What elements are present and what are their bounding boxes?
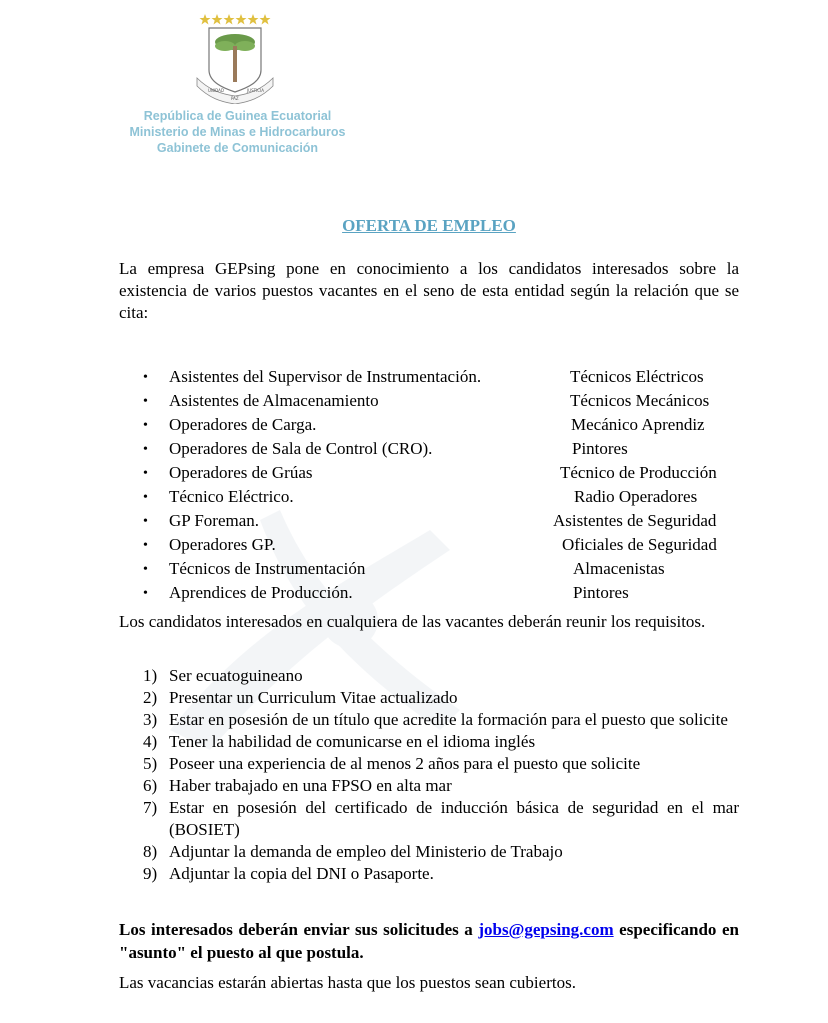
list-item [0,753,828,775]
requirement-text: Adjuntar la demanda de empleo del Ministerio de Trabajo [169,842,563,861]
vacancy-left: Técnicos de Instrumentación [169,559,366,578]
svg-text:PAZ: PAZ [231,96,239,101]
bullet-icon: • [143,394,148,409]
list-item [0,665,828,687]
svg-text:UNIDAD: UNIDAD [208,88,224,93]
requirements-list [0,665,828,885]
requirement-text: Adjuntar la copia del DNI o Pasaporte. [169,864,434,883]
vacancy-left: Operadores de Grúas [169,463,313,482]
list-item [0,841,828,863]
ministry-line-office: Gabinete de Comunicación [156,141,319,155]
vacancy-left: Operadores GP. [169,535,276,554]
bullet-icon: • [143,466,148,481]
list-item [0,863,828,885]
list-item [0,391,828,415]
requirement-number: 7) [143,798,158,817]
list-item [0,775,828,797]
list-item [0,487,828,511]
requirement-number: 8) [143,842,158,861]
list-item [0,415,828,439]
ministry-line-country: República de Guinea Ecuatorial [143,109,332,123]
list-item [0,687,828,709]
requirement-number: 2) [143,688,158,707]
vacancy-right: Técnicos Mecánicos [570,391,710,410]
vacancy-list [0,367,828,607]
vacancy-right: Técnico de Producción [560,463,717,482]
bullet-icon: • [143,490,148,505]
intro-paragraph: La empresa GEPsing pone en conocimiento a los candidatos interesados sobre la existencia de varios puestos vacantes en el seno de esta entidad según la relación que se cita: [119,259,739,322]
vacancy-right: Almacenistas [573,559,665,578]
bullet-icon: • [143,418,148,433]
email-link[interactable]: jobs@gepsing.com [478,920,614,939]
requirement-text: Presentar un Curriculum Vitae actualizado [169,688,458,707]
vacancy-left: GP Foreman. [169,511,260,530]
vacancy-left: Aprendices de Producción. [169,583,353,602]
vacancy-right: Oficiales de Seguridad [562,535,717,554]
list-item [0,535,828,559]
list-item [0,367,828,391]
instructions-text-after: especificando en "asunto" el puesto al que postula. [119,920,739,962]
list-item [0,731,828,753]
svg-text:JUSTICIA: JUSTICIA [247,88,264,93]
list-item [0,439,828,463]
bullet-icon: • [143,370,148,385]
requirement-number: 9) [143,864,158,883]
requirements-intro: Los candidatos interesados en cualquiera de las vacantes deberán reunir los requisitos. [119,612,706,631]
bullet-icon: • [143,442,148,457]
vacancy-left: Operadores de Sala de Control (CRO). [169,439,433,458]
bullet-icon: • [143,538,148,553]
list-item [0,463,828,487]
vacancy-right: Radio Operadores [574,487,698,506]
vacancy-left: Operadores de Carga. [169,415,317,434]
stars-icon [200,14,271,25]
list-item [0,709,828,731]
ministry-header [100,108,375,156]
vacancy-right: Pintores [572,439,628,458]
document-title: OFERTA DE EMPLEO [342,216,516,235]
list-item [0,511,828,535]
bullet-icon: • [143,562,148,577]
bullet-icon: • [143,514,148,529]
bullet-icon: • [143,586,148,601]
application-instructions [119,918,739,964]
list-item [0,559,828,583]
requirement-text: Haber trabajado en una FPSO en alta mar [169,776,452,795]
requirement-text: Poseer una experiencia de al menos 2 años para el puesto que solicite [169,754,641,773]
vacancy-left: Técnico Eléctrico. [169,487,294,506]
ministry-line-ministry: Ministerio de Minas e Hidrocarburos [129,125,346,139]
vacancy-right: Mecánico Aprendiz [571,415,705,434]
vacancy-left: Asistentes del Supervisor de Instrumentación. [169,367,482,386]
coat-of-arms-icon [195,12,275,104]
list-item [0,797,828,841]
requirement-number: 3) [143,710,158,729]
requirement-text: Estar en posesión del certificado de inducción básica de seguridad en el mar (BOSIET) [169,798,739,839]
requirement-text: Ser ecuatoguineano [169,666,303,685]
vacancy-right: Pintores [573,583,629,602]
vacancy-right: Asistentes de Seguridad [553,511,717,530]
vacancy-left: Asistentes de Almacenamiento [169,391,379,410]
requirement-number: 1) [143,666,158,685]
requirement-number: 6) [143,776,158,795]
requirement-number: 4) [143,732,158,751]
requirement-number: 5) [143,754,158,773]
requirement-text: Estar en posesión de un título que acredite la formación para el puesto que solicite [169,710,728,729]
vacancy-right: Técnicos Eléctricos [570,367,704,386]
list-item [0,583,828,607]
requirement-text: Tener la habilidad de comunicarse en el idioma inglés [169,732,536,751]
instructions-text-before: Los interesados deberán enviar sus solicitudes a [119,920,479,939]
closing-note: Las vacancias estarán abiertas hasta que los puestos sean cubiertos. [119,973,576,992]
